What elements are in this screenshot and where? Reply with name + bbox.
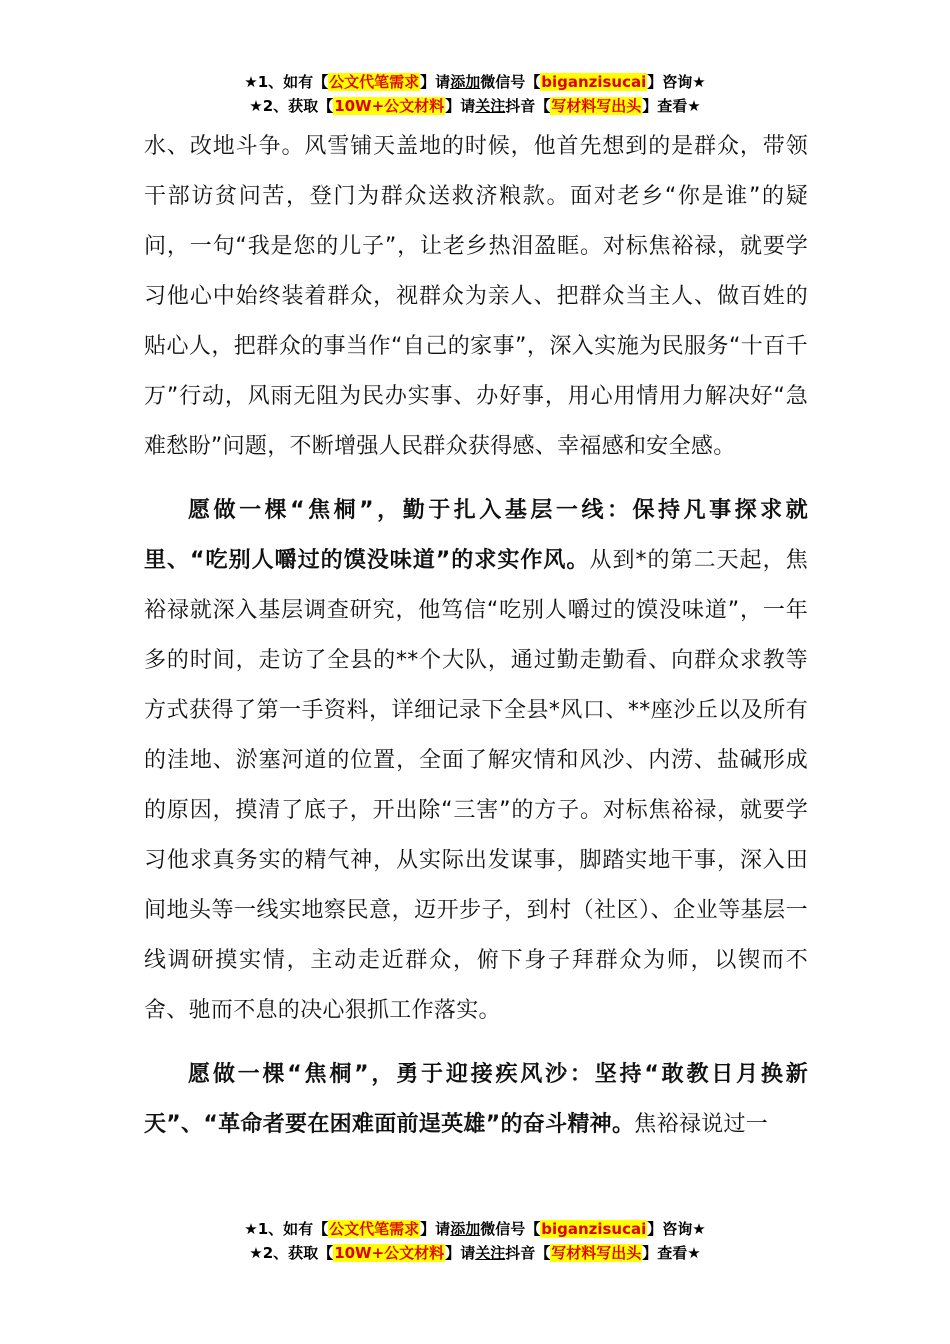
banner-text: 抖音【 <box>505 97 551 115</box>
banner-highlight: 写材料写出头 <box>551 97 642 115</box>
banner-highlight: 10W+公文材料 <box>334 1244 445 1262</box>
banner-highlight: biganzisucai <box>541 1220 647 1238</box>
banner-highlight: 10W+公文材料 <box>334 97 445 115</box>
banner-text: ★2、获取【 <box>249 97 334 115</box>
banner-line-2 <box>0 1241 950 1265</box>
banner-text: 】请 <box>420 73 451 91</box>
paragraph <box>144 486 808 1036</box>
paragraph-heading: 愿做一棵“焦桐”，勇于迎接疾风沙：坚持“敢教日月换新天”、“革命者要在困难面前逞英雄”的奋斗精神。 <box>144 1062 808 1137</box>
header-banner <box>0 70 950 118</box>
paragraph <box>144 122 808 472</box>
banner-text: ★1、如有【 <box>244 1220 329 1238</box>
paragraph-text: 从到*的第二天起，焦裕禄就深入基层调查研究，他笃信“吃别人嚼过的馍没味道”，一年多的时间，走访了全县的**个大队，通过勤走勤看、向群众求教等方式获得了第一手资料，详细记录下全县*风口、**座沙丘以及所有的洼地、淤塞河道的位置，全面了解灾情和风沙、内涝、盐碱形成的原因，摸清了底子，开出除“三害”的方子。对标焦裕禄，就要学习他求真务实的精气神，从实际出发谋事，脚踏实地干事，深入田间地头等一线实地察民意，迈开步子，到村（社区）、企业等基层一线调研摸实情，主动走近群众，俯下身子拜群众为师，以锲而不舍、驰而不息的决心狠抓工作落实。 <box>144 548 808 1023</box>
document-body <box>144 122 808 1150</box>
paragraph-text: 焦裕禄说过一 <box>634 1112 769 1137</box>
footer-banner <box>0 1217 950 1265</box>
banner-underline: 关注 <box>475 1244 506 1262</box>
banner-text: 抖音【 <box>505 1244 551 1262</box>
banner-text: 】咨询★ <box>647 1220 706 1238</box>
banner-text: 微信号【 <box>480 1220 541 1238</box>
banner-text: ★2、获取【 <box>249 1244 334 1262</box>
banner-highlight: 公文代笔需求 <box>329 73 420 91</box>
banner-underline: 关注 <box>475 97 506 115</box>
paragraph <box>144 1050 808 1150</box>
paragraph-heading: 愿做一棵“焦桐”，勤于扎入基层一线：保持凡事探求就里、“吃别人嚼过的馍没味道”的求实作风。 <box>144 498 808 573</box>
banner-text: 】咨询★ <box>647 73 706 91</box>
banner-text: 】请 <box>445 1244 476 1262</box>
banner-text: 】查看★ <box>642 97 701 115</box>
banner-text: 微信号【 <box>480 73 541 91</box>
banner-highlight: biganzisucai <box>541 73 647 91</box>
banner-line-2 <box>0 94 950 118</box>
banner-highlight: 公文代笔需求 <box>329 1220 420 1238</box>
banner-text: ★1、如有【 <box>244 73 329 91</box>
banner-highlight: 写材料写出头 <box>551 1244 642 1262</box>
banner-text: 】查看★ <box>642 1244 701 1262</box>
banner-underline: 添加 <box>450 73 481 91</box>
paragraph-text: 水、改地斗争。风雪铺天盖地的时候，他首先想到的是群众，带领干部访贫问苦，登门为群众送救济粮款。面对老乡“你是谁”的疑问，一句“我是您的儿子”，让老乡热泪盈眶。对标焦裕禄，就要学习他心中始终装着群众，视群众为亲人、把群众当主人、做百姓的贴心人，把群众的事当作“自己的家事”，深入实施为民服务“十百千万”行动，风雨无阻为民办实事、办好事，用心用情用力解决好“急难愁盼”问题，不断增强人民群众获得感、幸福感和安全感。 <box>144 134 808 459</box>
banner-line-1 <box>0 70 950 94</box>
banner-line-1 <box>0 1217 950 1241</box>
banner-underline: 添加 <box>450 1220 481 1238</box>
banner-text: 】请 <box>420 1220 451 1238</box>
banner-text: 】请 <box>445 97 476 115</box>
